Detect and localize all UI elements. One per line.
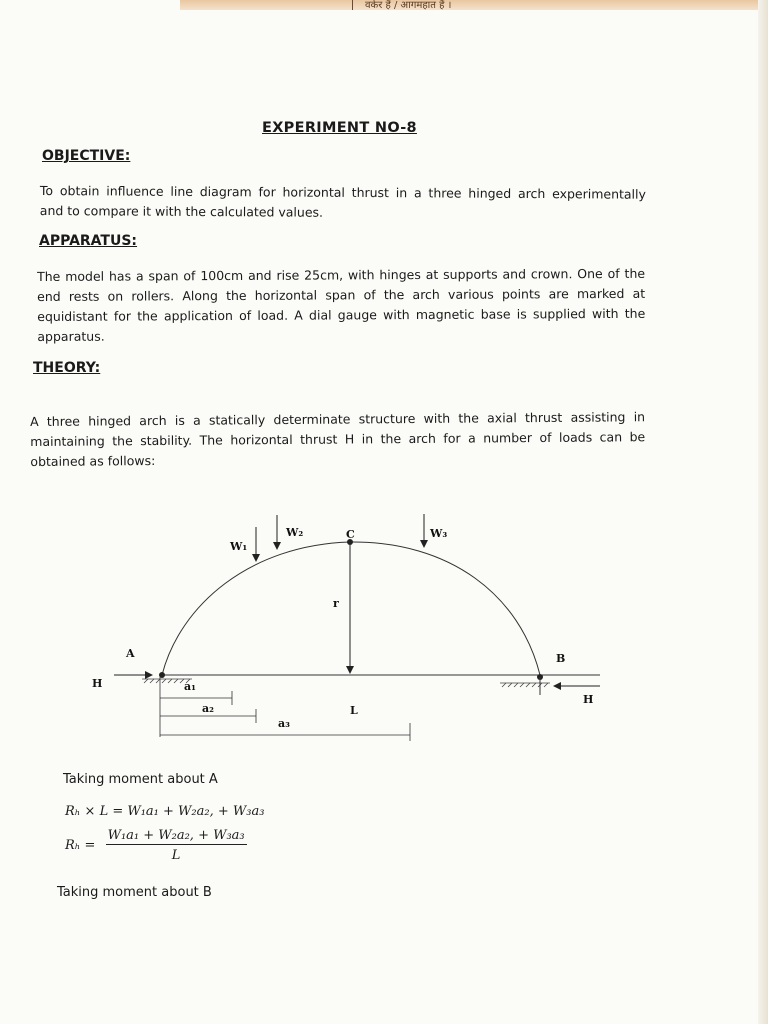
apparatus-line: apparatus. xyxy=(37,328,105,344)
apparatus-line: equidistant for the application of load. A dial gauge with magnetic base is supplied with the xyxy=(37,305,646,324)
label-h-left: H xyxy=(92,677,103,690)
label-a: A xyxy=(126,647,135,660)
objective-paragraph xyxy=(40,181,646,225)
label-a2: a₂ xyxy=(202,702,214,715)
objective-line: To obtain influence line diagram for horizontal thrust in a three hinged arch experimentally xyxy=(39,182,646,202)
strip-divider xyxy=(352,0,353,10)
theory-paragraph xyxy=(30,407,645,472)
page-title: EXPERIMENT NO-8 xyxy=(262,120,417,136)
label-h-right: H xyxy=(583,693,594,706)
top-page-strip xyxy=(180,0,768,10)
theory-heading: THEORY: xyxy=(33,360,101,376)
objective-heading: OBJECTIVE: xyxy=(42,148,131,164)
moment-about-b-text: Taking moment about B xyxy=(57,885,212,900)
theory-line: maintaining the stability. The horizontal thrust H in the arch for a number of loads can be xyxy=(30,429,646,449)
arch-curve xyxy=(162,542,540,675)
label-w2: W₂ xyxy=(286,526,304,539)
moment-about-a-text: Taking moment about A xyxy=(63,772,218,787)
equation-2-denominator: L xyxy=(171,848,181,863)
equation-2-fraction xyxy=(106,828,247,863)
strip-text: वर्कर हैं / आगमहात हैं । xyxy=(365,0,452,11)
apparatus-line: The model has a span of 100cm and rise 25cm, with hinges at supports and crown. One of the xyxy=(37,265,646,284)
apparatus-line: end rests on rollers. Along the horizontal span of the arch various points are marked at xyxy=(37,285,646,304)
apparatus-heading: APPARATUS: xyxy=(39,233,138,249)
label-c: C xyxy=(346,528,355,541)
label-w1: W₁ xyxy=(230,540,248,553)
objective-line: and to compare it with the calculated values. xyxy=(39,202,324,220)
label-r: r xyxy=(333,597,339,610)
label-a3: a₃ xyxy=(278,717,290,730)
equation-2-numerator: W₁a₁ + W₂a₂, + W₃a₃ xyxy=(107,828,245,843)
equation-1: Rₕ × L = W₁a₁ + W₂a₂, + W₃a₃ xyxy=(65,804,265,819)
apparatus-paragraph xyxy=(37,264,645,347)
page-edge-shadow xyxy=(758,0,768,1024)
label-w3: W₃ xyxy=(430,527,448,540)
label-a1: a₁ xyxy=(184,680,196,693)
theory-line: A three hinged arch is a statically determinate structure with the axial thrust assisting in xyxy=(30,409,646,429)
equation-2-lhs: Rₕ = xyxy=(65,838,96,853)
three-hinged-arch-diagram xyxy=(80,505,620,745)
theory-line: obtained as follows: xyxy=(30,453,156,469)
equation-2 xyxy=(65,828,247,863)
label-l: L xyxy=(350,704,358,717)
right-support-hatch xyxy=(500,683,550,687)
label-b: B xyxy=(556,652,566,665)
